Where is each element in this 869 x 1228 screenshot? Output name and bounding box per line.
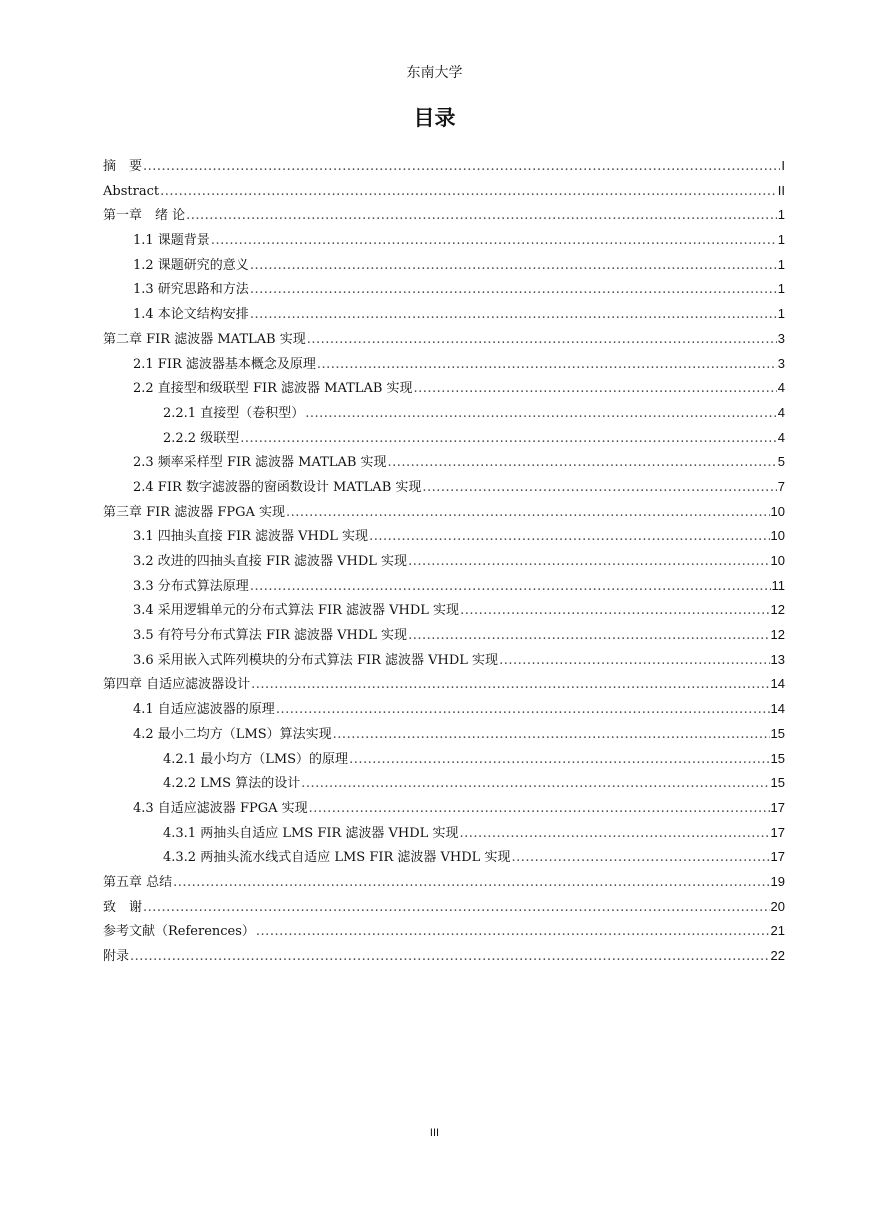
- dot-leader: [408, 626, 769, 646]
- toc-entry[interactable]: [103, 724, 785, 749]
- dot-leader: [408, 552, 769, 572]
- dot-leader: [250, 256, 777, 276]
- toc-entry[interactable]: [103, 823, 785, 848]
- toc-entry[interactable]: [103, 354, 785, 379]
- toc-entry[interactable]: [103, 625, 785, 650]
- toc-entry-page: 1: [777, 256, 785, 272]
- toc-entry-label: 第二章 FIR 滤波器 MATLAB 实现: [103, 331, 306, 347]
- toc-entry-page: 7: [777, 478, 785, 494]
- toc-entry[interactable]: [103, 329, 785, 354]
- dot-leader: [250, 305, 777, 325]
- toc-entry-label: 4.3 自适应滤波器 FPGA 实现: [133, 800, 308, 816]
- toc-entry[interactable]: [103, 181, 785, 206]
- toc-entry-page: 20: [770, 898, 785, 914]
- toc-entry[interactable]: [103, 205, 785, 230]
- dot-leader: [459, 824, 769, 844]
- dot-leader: [388, 453, 777, 473]
- toc-entry-page: 4: [777, 429, 785, 445]
- dot-leader: [186, 206, 777, 226]
- toc-entry-label: 1.4 本论文结构安排: [133, 307, 249, 323]
- toc-entry-page: 10: [770, 528, 785, 544]
- toc-entry-label: 3.2 改进的四抽头直接 FIR 滤波器 VHDL 实现: [133, 554, 408, 569]
- toc-entry-page: 14: [770, 701, 785, 717]
- toc-entry-label: 1.1 课题背景: [133, 233, 210, 249]
- dot-leader: [317, 355, 777, 375]
- dot-leader: [414, 379, 777, 399]
- toc-entry[interactable]: [103, 872, 785, 897]
- dot-leader: [130, 947, 770, 967]
- toc-entry-page: 14: [770, 676, 785, 692]
- toc-entry-page: 11: [771, 577, 785, 593]
- toc-entry-page: 13: [770, 651, 785, 667]
- toc-entry-page: 15: [770, 750, 785, 766]
- toc-entry-page: 1: [777, 306, 785, 322]
- toc-entry[interactable]: [103, 156, 785, 181]
- toc-entry-label: 2.3 频率采样型 FIR 滤波器 MATLAB 实现: [133, 455, 387, 471]
- dot-leader: [250, 280, 777, 300]
- toc-entry[interactable]: [103, 526, 785, 551]
- toc-entry-label: 第五章 总结: [103, 874, 173, 890]
- toc-entry-label: 3.3 分布式算法原理: [133, 578, 249, 594]
- page-number-footer: III: [429, 1127, 440, 1139]
- toc-entry[interactable]: [103, 477, 785, 502]
- toc-entry[interactable]: [103, 773, 785, 798]
- dot-leader: [333, 725, 770, 745]
- toc-entry-label: 第四章 自适应滤波器设计: [103, 677, 251, 693]
- toc-entry-label: 1.2 课题研究的意义: [133, 257, 249, 273]
- toc-entry[interactable]: [103, 452, 785, 477]
- toc-entry-page: 3: [777, 355, 785, 371]
- dot-leader: [251, 675, 769, 695]
- toc-entry-page: 12: [770, 627, 785, 643]
- toc-entry[interactable]: [103, 674, 785, 699]
- dot-leader: [143, 157, 780, 177]
- toc-entry-page: 5: [777, 454, 785, 470]
- toc-entry-label: 致 谢: [103, 899, 143, 915]
- page-title: 目录: [413, 106, 456, 130]
- table-of-contents: [103, 156, 785, 971]
- dot-leader: [511, 848, 769, 868]
- toc-entry-page: 22: [770, 948, 785, 963]
- toc-entry-label: 第三章 FIR 滤波器 FPGA 实现: [103, 504, 286, 520]
- toc-entry-label: 4.2 最小二均方（LMS）算法实现: [133, 726, 332, 742]
- dot-leader: [309, 799, 770, 819]
- toc-entry[interactable]: [103, 847, 785, 872]
- dot-leader: [305, 404, 777, 424]
- toc-entry-label: 4.2.2 LMS 算法的设计: [163, 776, 301, 792]
- toc-entry-label: 2.2 直接型和级联型 FIR 滤波器 MATLAB 实现: [133, 381, 413, 397]
- dot-leader: [460, 601, 769, 621]
- toc-entry-page: 15: [770, 775, 785, 791]
- toc-entry[interactable]: [103, 897, 785, 922]
- dot-leader: [349, 750, 769, 770]
- toc-entry-page: 4: [777, 380, 785, 396]
- toc-entry-label: 3.4 采用逻辑单元的分布式算法 FIR 滤波器 VHDL 实现: [133, 603, 460, 619]
- toc-entry-label: 4.3.2 两抽头流水线式自适应 LMS FIR 滤波器 VHDL 实现: [163, 850, 511, 866]
- toc-entry[interactable]: [103, 230, 785, 255]
- toc-entry-page: 10: [770, 503, 785, 519]
- toc-entry-page: 19: [770, 873, 785, 889]
- toc-entry-page: 17: [770, 849, 785, 865]
- toc-entry[interactable]: [103, 551, 785, 576]
- toc-entry[interactable]: [103, 304, 785, 329]
- toc-entry-label: 2.1 FIR 滤波器基本概念及原理: [133, 356, 316, 372]
- toc-entry[interactable]: [103, 255, 785, 280]
- toc-entry-label: 第一章 绪 论: [103, 208, 186, 224]
- toc-entry-label: 3.5 有符号分布式算法 FIR 滤波器 VHDL 实现: [133, 628, 408, 644]
- dot-leader: [499, 651, 769, 671]
- toc-entry-label: 2.2.1 直接型（卷积型）: [163, 405, 305, 421]
- toc-entry-page: 17: [770, 824, 785, 840]
- toc-entry-label: 3.1 四抽头直接 FIR 滤波器 VHDL 实现: [133, 529, 369, 545]
- toc-entry-page: 4: [777, 404, 785, 420]
- toc-entry-page: 1: [777, 232, 785, 248]
- toc-entry[interactable]: [103, 403, 785, 428]
- toc-entry[interactable]: [103, 946, 785, 971]
- toc-entry[interactable]: [103, 798, 785, 823]
- toc-entry-label: 4.3.1 两抽头自适应 LMS FIR 滤波器 VHDL 实现: [163, 825, 459, 841]
- toc-entry[interactable]: [103, 428, 785, 453]
- toc-entry-page: II: [777, 182, 785, 198]
- running-header: 东南大学: [406, 65, 463, 81]
- toc-entry-label: Abstract: [103, 183, 160, 199]
- toc-entry[interactable]: [103, 749, 785, 774]
- dot-leader: [173, 873, 769, 893]
- dot-leader: [250, 577, 771, 597]
- toc-entry[interactable]: [103, 279, 785, 304]
- toc-entry-page: 12: [770, 602, 785, 618]
- dot-leader: [422, 478, 776, 498]
- toc-entry-page: 3: [777, 330, 785, 346]
- toc-entry-label: 参考文献（References）: [103, 924, 255, 940]
- dot-leader: [211, 231, 777, 251]
- dot-leader: [143, 898, 770, 918]
- dot-leader: [160, 182, 777, 202]
- toc-entry-page: 1: [777, 207, 785, 223]
- toc-entry-label: 2.2.2 级联型: [163, 430, 240, 446]
- toc-entry[interactable]: [103, 921, 785, 946]
- dot-leader: [286, 503, 770, 523]
- toc-entry-page: 21: [770, 923, 785, 939]
- toc-entry-page: 17: [770, 799, 785, 815]
- dot-leader: [301, 774, 769, 794]
- toc-entry-page: I: [781, 158, 785, 173]
- toc-entry[interactable]: [103, 502, 785, 527]
- toc-entry-label: 1.3 研究思路和方法: [133, 282, 249, 298]
- toc-entry-label: 2.4 FIR 数字滤波器的窗函数设计 MATLAB 实现: [133, 479, 422, 495]
- toc-entry[interactable]: [103, 699, 785, 724]
- dot-leader: [256, 922, 770, 942]
- toc-entry[interactable]: [103, 576, 785, 601]
- toc-entry-page: 1: [777, 281, 785, 297]
- toc-entry-page: 10: [770, 553, 785, 568]
- toc-entry[interactable]: [103, 378, 785, 403]
- toc-entry-label: 3.6 采用嵌入式阵列模块的分布式算法 FIR 滤波器 VHDL 实现: [133, 652, 499, 668]
- toc-entry[interactable]: [103, 600, 785, 625]
- toc-entry-label: 附录: [103, 949, 130, 964]
- toc-entry-label: 摘 要: [103, 159, 143, 174]
- dot-leader: [276, 700, 770, 720]
- dot-leader: [240, 429, 777, 449]
- toc-entry-label: 4.1 自适应滤波器的原理: [133, 702, 275, 718]
- toc-entry-page: 15: [770, 725, 785, 741]
- toc-entry-label: 4.2.1 最小均方（LMS）的原理: [163, 751, 349, 767]
- dot-leader: [369, 527, 769, 547]
- dot-leader: [307, 330, 777, 350]
- toc-entry[interactable]: [103, 650, 785, 675]
